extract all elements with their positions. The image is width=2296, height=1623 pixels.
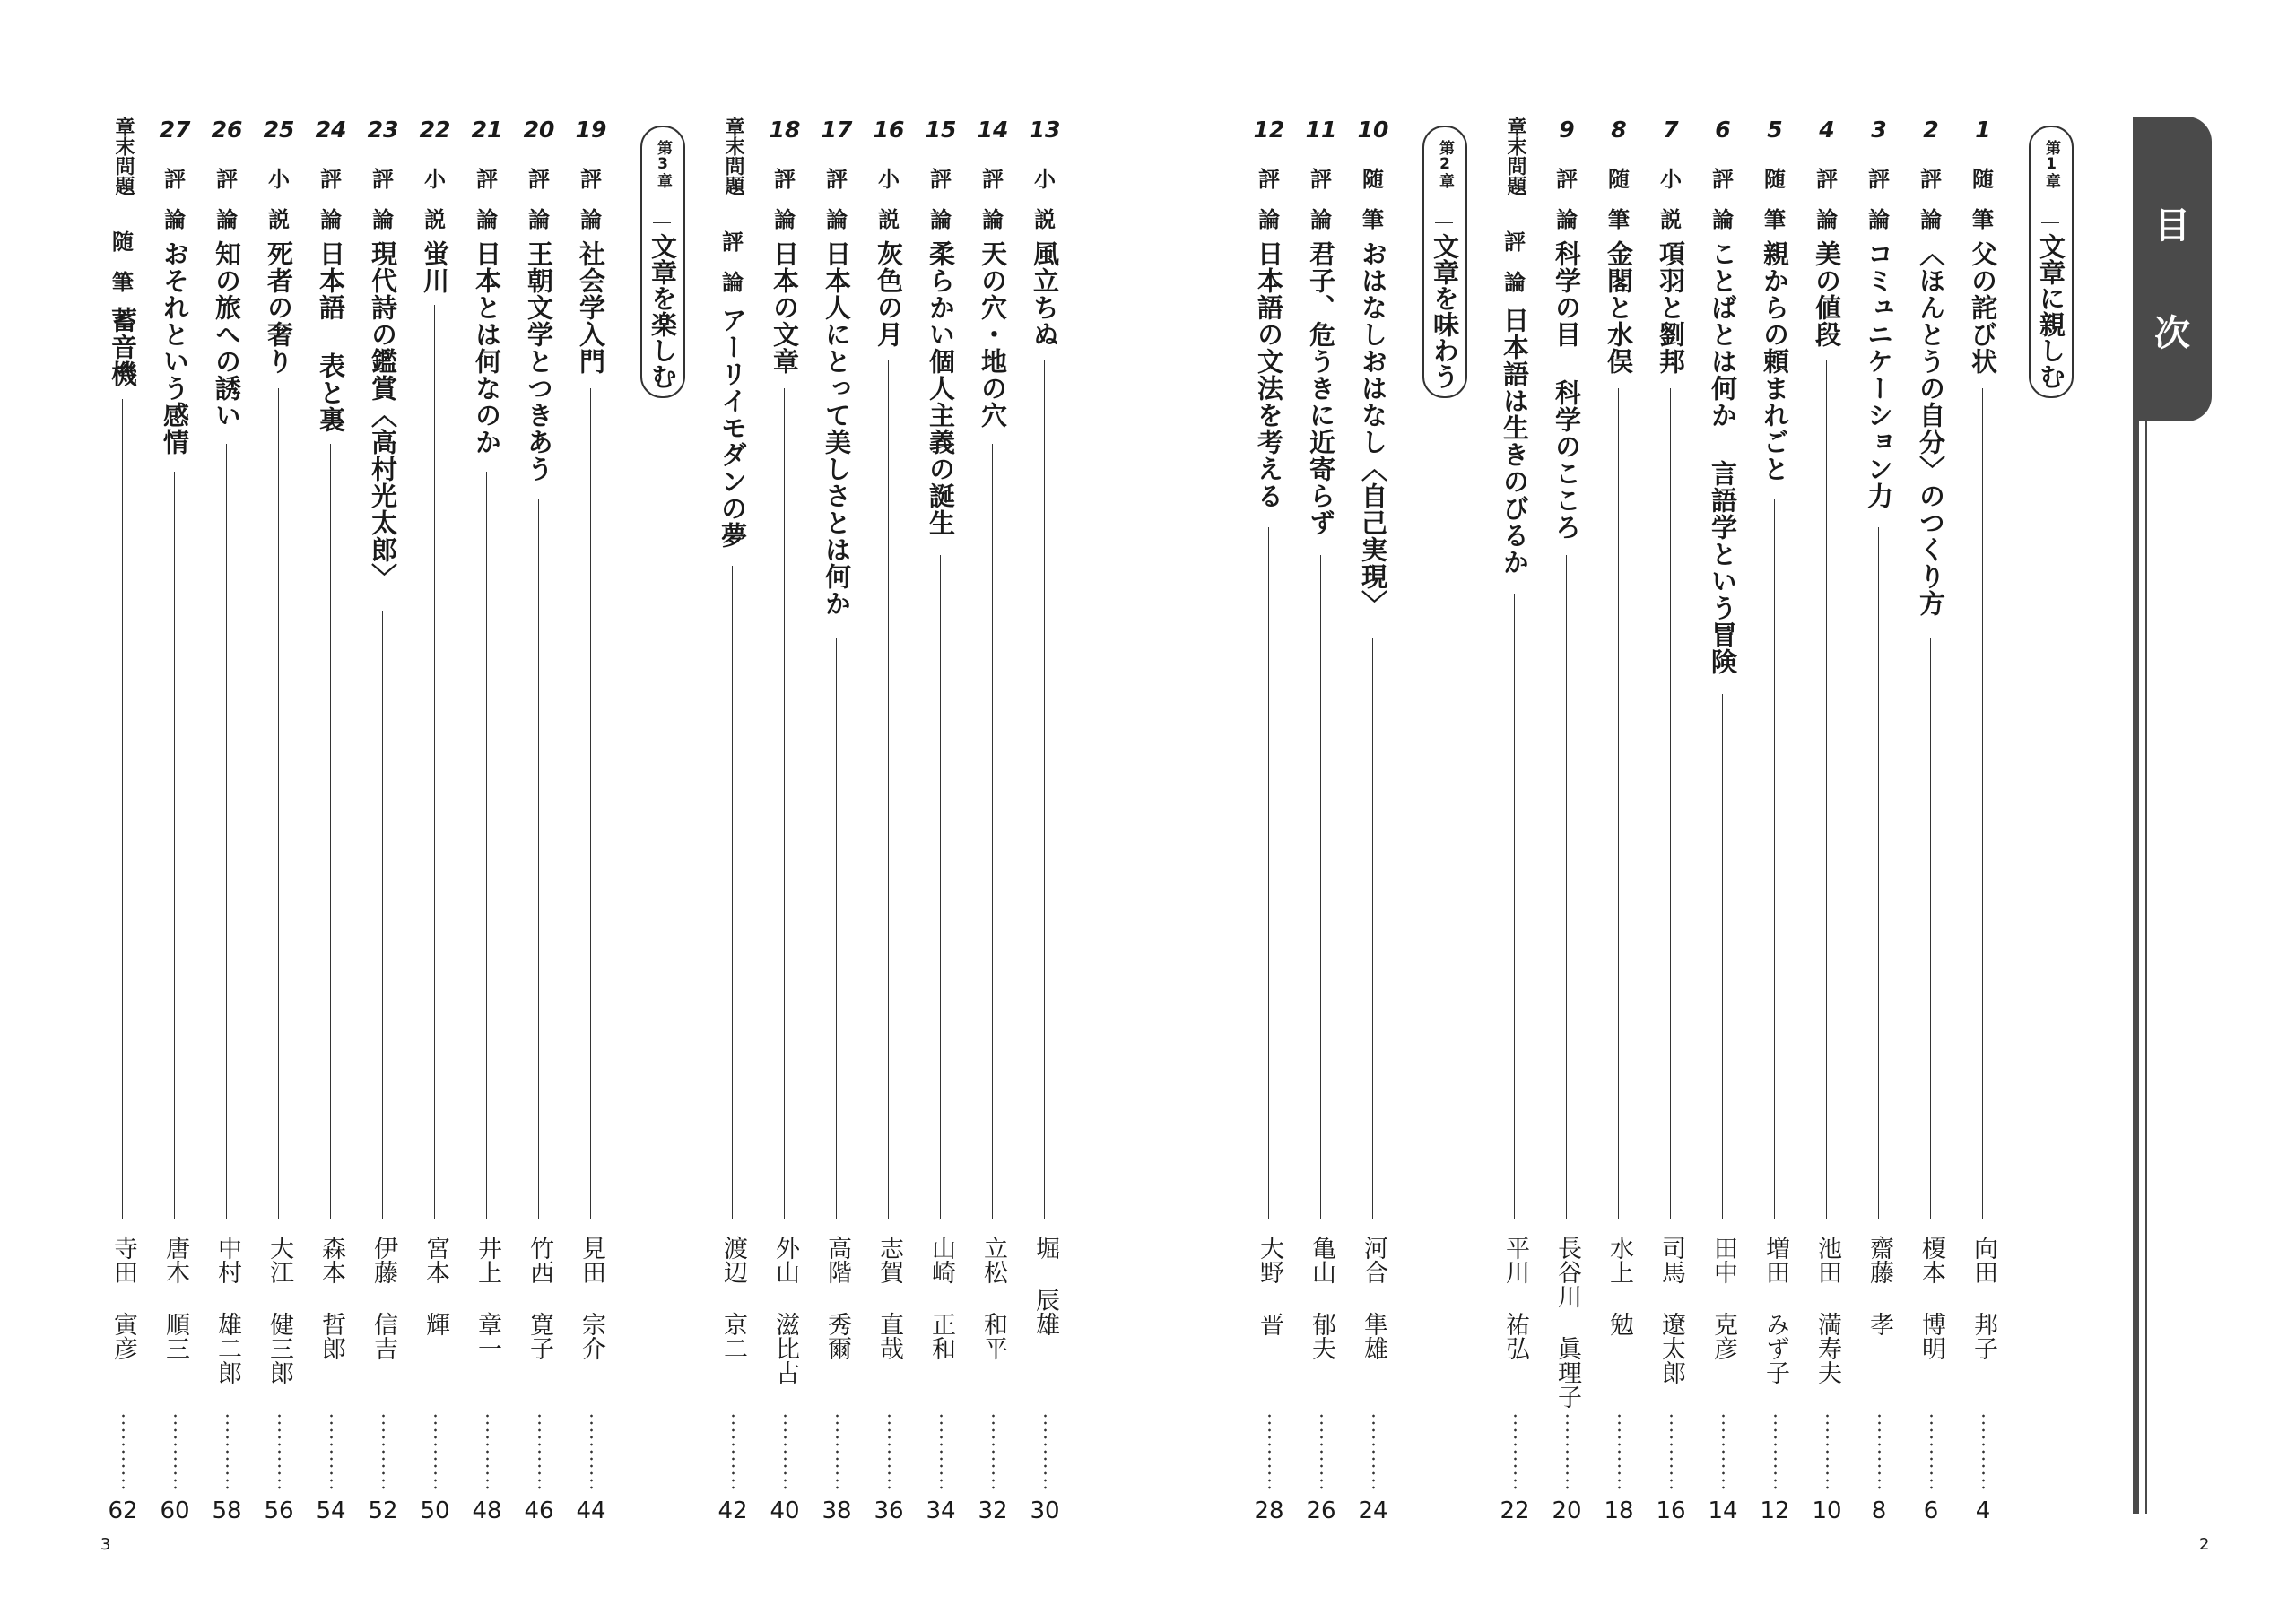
entry-page-number: 10 bbox=[1812, 1497, 1842, 1524]
entry-number: 9 bbox=[1559, 117, 1575, 143]
entry-author: 榎本 博明 bbox=[1918, 1236, 1945, 1360]
entry-number: 12 bbox=[1253, 117, 1285, 143]
entry-author: 池田 満寿夫 bbox=[1813, 1236, 1841, 1384]
entry-genre-char-1: 評 bbox=[528, 167, 550, 192]
entry-page-number: 46 bbox=[524, 1497, 554, 1524]
entry-author: 立松 和平 bbox=[979, 1236, 1007, 1360]
entry-dot-leader bbox=[1670, 1412, 1673, 1491]
entry-dot-leader bbox=[836, 1412, 839, 1491]
entry-page-number: 24 bbox=[1358, 1497, 1388, 1524]
entry-number: 10 bbox=[1357, 117, 1389, 143]
entry-dot-leader bbox=[1514, 1412, 1517, 1491]
entry-title: 柔らかい個人主義の誕生 bbox=[926, 240, 956, 536]
entry-author: 亀山 郁夫 bbox=[1308, 1236, 1335, 1360]
entry-dot-leader bbox=[1618, 1412, 1621, 1491]
toc-entry[interactable] bbox=[413, 117, 457, 1524]
toc-entry[interactable] bbox=[569, 117, 613, 1524]
entry-genre-char-2: 論 bbox=[1258, 207, 1280, 232]
entry-genre-char-2: 論 bbox=[164, 207, 186, 232]
entry-page-number: 38 bbox=[822, 1497, 852, 1524]
toc-entry[interactable] bbox=[1648, 117, 1693, 1524]
entry-leader-line bbox=[382, 611, 383, 1219]
chapter-divider bbox=[653, 222, 671, 223]
entry-title: おはなしおはなし〈自己実現〉 bbox=[1358, 240, 1388, 617]
entry-dot-leader bbox=[1566, 1412, 1569, 1491]
entry-number: 15 bbox=[925, 117, 957, 143]
entry-title: 風立ちぬ bbox=[1030, 240, 1060, 348]
entry-title: 死者の奢り bbox=[264, 240, 294, 375]
entry-genre-char-1: 評 bbox=[476, 167, 498, 192]
entry-genre-char-2: 論 bbox=[528, 207, 550, 232]
entry-title: 父の詫び状 bbox=[1968, 240, 1998, 375]
toc-entry[interactable] bbox=[100, 117, 145, 1524]
entry-leader-line bbox=[226, 444, 227, 1219]
entry-author: 大江 健三郎 bbox=[265, 1236, 293, 1384]
entry-number: 14 bbox=[977, 117, 1009, 143]
entry-title: 日本の文章 bbox=[770, 240, 800, 375]
entry-author: 河合 隼雄 bbox=[1360, 1236, 1387, 1360]
entry-dot-leader bbox=[1320, 1412, 1323, 1491]
entry-author: 中村 雄二郎 bbox=[213, 1236, 241, 1384]
entry-title: 君子、危うきに近寄らず bbox=[1306, 240, 1336, 536]
entry-page-number: 34 bbox=[926, 1497, 956, 1524]
entry-genre-char-2: 論 bbox=[1816, 207, 1838, 232]
entry-author: 向田 邦子 bbox=[1970, 1236, 1997, 1360]
entry-genre-char-2: 論 bbox=[826, 207, 848, 232]
toc-entry[interactable] bbox=[309, 117, 353, 1524]
entry-title: 日本語の文法を考える bbox=[1254, 240, 1284, 509]
entry-page-number: 26 bbox=[1306, 1497, 1336, 1524]
chapter-label: 第2章 bbox=[1436, 140, 1454, 188]
entry-genre-char-1: 評 bbox=[826, 167, 848, 192]
entry-leader-line bbox=[1268, 527, 1269, 1219]
entry-title: 知の旅への誘い bbox=[212, 240, 242, 429]
entry-dot-leader bbox=[278, 1412, 281, 1491]
entry-dot-leader bbox=[174, 1412, 177, 1491]
entry-genre-char-1: 評 bbox=[1258, 167, 1280, 192]
entry-page-number: 58 bbox=[212, 1497, 242, 1524]
toc-entry[interactable] bbox=[1351, 117, 1396, 1524]
entry-page-number: 36 bbox=[874, 1497, 904, 1524]
entry-number: 4 bbox=[1819, 117, 1835, 143]
entry-page-number: 32 bbox=[978, 1497, 1008, 1524]
toc-entry[interactable] bbox=[1752, 117, 1797, 1524]
entry-genre-char-1: 評 bbox=[216, 167, 238, 192]
entry-dot-leader bbox=[538, 1412, 541, 1491]
entry-dot-leader bbox=[992, 1412, 995, 1491]
entry-genre-char-1: 小 bbox=[424, 167, 446, 192]
toc-entry[interactable] bbox=[866, 117, 911, 1524]
entry-author: 長谷川 眞理子 bbox=[1553, 1236, 1581, 1409]
entry-number: 13 bbox=[1029, 117, 1061, 143]
entry-genre-char-2: 説 bbox=[424, 207, 446, 232]
entry-title: 日本とは何なのか bbox=[472, 240, 502, 456]
entry-leader-line bbox=[1514, 594, 1515, 1219]
entry-dot-leader bbox=[1982, 1412, 1985, 1491]
entry-page-number: 52 bbox=[368, 1497, 398, 1524]
entry-title: 日本人にとって美しさとは何か bbox=[822, 240, 852, 617]
entry-dot-leader bbox=[1878, 1412, 1881, 1491]
chapter-title: 文章を味わう bbox=[1430, 233, 1460, 389]
entry-title: 蓄音機 bbox=[108, 307, 138, 387]
entry-title: 金閣と水俣 bbox=[1604, 240, 1634, 375]
tab-char-1: 目 bbox=[2154, 205, 2190, 247]
entry-genre-char-2: 説 bbox=[268, 207, 290, 232]
entry-title: 親からの頼まれごと bbox=[1760, 240, 1790, 482]
entry-leader-line bbox=[1774, 499, 1775, 1219]
entry-number: 1 bbox=[1975, 117, 1991, 143]
entry-number: 19 bbox=[575, 117, 607, 143]
entry-leader-line bbox=[1982, 388, 1983, 1219]
entry-genre-char-2: 論 bbox=[774, 207, 796, 232]
entry-page-number: 18 bbox=[1604, 1497, 1634, 1524]
entry-title: 項羽と劉邦 bbox=[1656, 240, 1686, 375]
entry-title: 日本語 表と裏 bbox=[316, 240, 346, 433]
entry-page-number: 56 bbox=[264, 1497, 294, 1524]
entry-leader-line bbox=[732, 566, 733, 1219]
entry-number: 章末問題 bbox=[722, 117, 744, 195]
entry-leader-line bbox=[590, 388, 591, 1219]
entry-page-number: 42 bbox=[718, 1497, 748, 1524]
entry-genre-char-2: 論 bbox=[580, 207, 602, 232]
entry-page-number: 12 bbox=[1760, 1497, 1790, 1524]
entry-title: 〈ほんとうの自分〉のつくり方 bbox=[1916, 240, 1946, 617]
toc-entry[interactable] bbox=[465, 117, 509, 1524]
entry-dot-leader bbox=[590, 1412, 593, 1491]
entry-genre-char-2: 論 bbox=[1556, 207, 1578, 232]
entry-genre-char-1: 評 bbox=[580, 167, 602, 192]
chapter-title: 文章を楽しむ bbox=[648, 233, 678, 389]
toc-entry[interactable] bbox=[1022, 117, 1067, 1524]
entry-number: 21 bbox=[471, 117, 503, 143]
entry-genre-char-1: 評 bbox=[372, 167, 394, 192]
entry-genre-char-2: 論 bbox=[1504, 270, 1526, 295]
entry-genre-char-1: 評 bbox=[1712, 167, 1734, 192]
entry-genre-char-2: 説 bbox=[1034, 207, 1056, 232]
toc-entry[interactable] bbox=[1544, 117, 1589, 1524]
tab-rule-thin bbox=[2145, 421, 2147, 1514]
entry-genre-char-2: 筆 bbox=[1764, 207, 1786, 232]
entry-author: 志賀 直哉 bbox=[875, 1236, 903, 1360]
entry-genre-char-1: 評 bbox=[164, 167, 186, 192]
entry-genre-char-2: 筆 bbox=[1608, 207, 1630, 232]
entry-genre-char-1: 評 bbox=[774, 167, 796, 192]
entry-genre-char-2: 論 bbox=[216, 207, 238, 232]
entry-genre-char-1: 小 bbox=[268, 167, 290, 192]
entry-genre-char-1: 評 bbox=[320, 167, 342, 192]
entry-genre-char-2: 論 bbox=[1310, 207, 1332, 232]
entry-leader-line bbox=[1320, 555, 1321, 1219]
entry-dot-leader bbox=[784, 1412, 787, 1491]
entry-genre-char-2: 説 bbox=[878, 207, 900, 232]
entry-author: 宮本 輝 bbox=[422, 1236, 449, 1336]
entry-leader-line bbox=[538, 499, 539, 1219]
entry-leader-line bbox=[174, 472, 175, 1219]
entry-title: おそれという感情 bbox=[160, 240, 190, 456]
entry-genre-char-1: 随 bbox=[112, 230, 134, 255]
entry-author: 森本 哲郎 bbox=[317, 1236, 345, 1360]
entry-genre-char-1: 評 bbox=[1920, 167, 1942, 192]
toc-entry[interactable] bbox=[152, 117, 197, 1524]
entry-leader-line bbox=[1566, 555, 1567, 1219]
entry-title: 蛍川 bbox=[420, 240, 450, 294]
entry-title: 美の値段 bbox=[1812, 240, 1842, 348]
entry-page-number: 16 bbox=[1656, 1497, 1686, 1524]
entry-genre-char-2: 論 bbox=[372, 207, 394, 232]
entry-title: ことばとは何か 言語学という冒険 bbox=[1708, 240, 1738, 675]
entry-genre-char-2: 筆 bbox=[112, 270, 134, 295]
entry-author: 大野 晋 bbox=[1256, 1236, 1283, 1336]
entry-author: 増田 みず子 bbox=[1761, 1236, 1789, 1384]
toc-entry[interactable] bbox=[710, 117, 755, 1524]
toc-entry[interactable] bbox=[1805, 117, 1849, 1524]
entry-page-number: 4 bbox=[1975, 1497, 1991, 1524]
tab-rule bbox=[2133, 421, 2139, 1514]
toc-entry[interactable] bbox=[257, 117, 301, 1524]
entry-page-number: 48 bbox=[472, 1497, 502, 1524]
entry-dot-leader bbox=[888, 1412, 891, 1491]
entry-dot-leader bbox=[1930, 1412, 1933, 1491]
entry-author: 水上 勉 bbox=[1605, 1236, 1633, 1336]
entry-dot-leader bbox=[1774, 1412, 1777, 1491]
entry-number: 3 bbox=[1871, 117, 1887, 143]
entry-genre-char-1: 小 bbox=[1034, 167, 1056, 192]
entry-dot-leader bbox=[486, 1412, 489, 1491]
entry-leader-line bbox=[1044, 360, 1045, 1219]
entry-title: 灰色の月 bbox=[874, 240, 904, 348]
entry-leader-line bbox=[486, 472, 487, 1219]
entry-leader-line bbox=[1930, 638, 1931, 1219]
toc-entry[interactable] bbox=[1247, 117, 1292, 1524]
entry-genre-char-1: 評 bbox=[1556, 167, 1578, 192]
entry-genre-char-2: 論 bbox=[476, 207, 498, 232]
entry-number: 20 bbox=[523, 117, 555, 143]
page-number-left: 3 bbox=[100, 1535, 111, 1554]
entry-leader-line bbox=[1670, 388, 1671, 1219]
entry-page-number: 60 bbox=[160, 1497, 190, 1524]
entry-number: 18 bbox=[769, 117, 801, 143]
entry-author: 竹西 寛子 bbox=[526, 1236, 553, 1360]
entry-genre-char-1: 随 bbox=[1362, 167, 1384, 192]
entry-genre-char-1: 小 bbox=[1660, 167, 1682, 192]
chapter-heading bbox=[1422, 126, 1465, 395]
entry-page-number: 44 bbox=[576, 1497, 606, 1524]
entry-title: アーリイモダンの夢 bbox=[718, 307, 748, 549]
entry-genre-char-2: 論 bbox=[930, 207, 952, 232]
toc-entry[interactable] bbox=[1596, 117, 1641, 1524]
entry-dot-leader bbox=[1826, 1412, 1829, 1491]
entry-number: 章末問題 bbox=[1504, 117, 1526, 195]
entry-dot-leader bbox=[1372, 1412, 1375, 1491]
toc-entry[interactable] bbox=[814, 117, 859, 1524]
entry-leader-line bbox=[940, 555, 941, 1219]
entry-page-number: 22 bbox=[1500, 1497, 1530, 1524]
entry-genre-char-2: 論 bbox=[1920, 207, 1942, 232]
chapter-heading bbox=[640, 126, 683, 395]
entry-number: 11 bbox=[1305, 117, 1337, 143]
entry-number: 8 bbox=[1611, 117, 1627, 143]
entry-dot-leader bbox=[732, 1412, 735, 1491]
entry-page-number: 54 bbox=[316, 1497, 346, 1524]
chapter-heading bbox=[2029, 126, 2072, 395]
entry-genre-char-1: 評 bbox=[930, 167, 952, 192]
entry-author: 堀 辰雄 bbox=[1031, 1236, 1059, 1336]
entry-author: 平川 祐弘 bbox=[1501, 1236, 1529, 1360]
entry-genre-char-2: 論 bbox=[1712, 207, 1734, 232]
entry-number: 2 bbox=[1923, 117, 1939, 143]
entry-number: 6 bbox=[1715, 117, 1731, 143]
entry-dot-leader bbox=[434, 1412, 437, 1491]
entry-title: 現代詩の鑑賞〈高村光太郎〉 bbox=[368, 240, 398, 590]
entry-title: 社会学入門 bbox=[576, 240, 606, 375]
entry-number: 16 bbox=[873, 117, 905, 143]
entry-genre-char-1: 評 bbox=[722, 230, 744, 255]
entry-page-number: 40 bbox=[770, 1497, 800, 1524]
entry-leader-line bbox=[330, 444, 331, 1219]
entry-genre-char-1: 随 bbox=[1608, 167, 1630, 192]
entry-dot-leader bbox=[226, 1412, 229, 1491]
entry-author: 田中 克彦 bbox=[1709, 1236, 1737, 1360]
entry-author: 高階 秀爾 bbox=[823, 1236, 851, 1360]
entry-number: 26 bbox=[211, 117, 243, 143]
entry-dot-leader bbox=[1044, 1412, 1047, 1491]
toc-entry[interactable] bbox=[204, 117, 249, 1524]
entry-dot-leader bbox=[1722, 1412, 1725, 1491]
entry-leader-line bbox=[1722, 694, 1723, 1219]
entry-leader-line bbox=[1878, 527, 1879, 1219]
entry-page-number: 50 bbox=[420, 1497, 450, 1524]
entry-dot-leader bbox=[122, 1412, 125, 1491]
entry-genre-char-2: 論 bbox=[320, 207, 342, 232]
entry-leader-line bbox=[1826, 360, 1827, 1219]
entry-page-number: 30 bbox=[1030, 1497, 1060, 1524]
entry-page-number: 20 bbox=[1552, 1497, 1582, 1524]
entry-leader-line bbox=[434, 305, 435, 1219]
chapter-title: 文章に親しむ bbox=[2036, 233, 2066, 389]
entry-author: 見田 宗介 bbox=[578, 1236, 605, 1360]
entry-genre-char-1: 随 bbox=[1764, 167, 1786, 192]
entry-leader-line bbox=[122, 399, 123, 1219]
entry-title: 科学の目 科学のこころ bbox=[1552, 240, 1582, 541]
entry-number: 23 bbox=[367, 117, 399, 143]
entry-genre-char-1: 評 bbox=[1868, 167, 1890, 192]
entry-number: 27 bbox=[159, 117, 191, 143]
toc-entry[interactable] bbox=[1909, 117, 1953, 1524]
entry-number: 22 bbox=[419, 117, 451, 143]
entry-number: 17 bbox=[821, 117, 853, 143]
entry-page-number: 8 bbox=[1871, 1497, 1887, 1524]
page-number-right: 2 bbox=[2199, 1535, 2210, 1554]
entry-number: 5 bbox=[1767, 117, 1783, 143]
entry-genre-char-2: 説 bbox=[1660, 207, 1682, 232]
entry-dot-leader bbox=[330, 1412, 333, 1491]
toc-entry[interactable] bbox=[1857, 117, 1901, 1524]
entry-title: 天の穴・地の穴 bbox=[978, 240, 1008, 429]
toc-entry[interactable] bbox=[970, 117, 1015, 1524]
chapter-label: 第1章 bbox=[2042, 140, 2060, 188]
toc-tab bbox=[2133, 117, 2212, 421]
entry-genre-char-1: 評 bbox=[982, 167, 1004, 192]
entry-page-number: 62 bbox=[108, 1497, 138, 1524]
entry-dot-leader bbox=[1268, 1412, 1271, 1491]
entry-number: 章末問題 bbox=[112, 117, 135, 195]
entry-genre-char-1: 評 bbox=[1816, 167, 1838, 192]
entry-author: 司馬 遼太郎 bbox=[1657, 1236, 1685, 1384]
entry-genre-char-1: 評 bbox=[1504, 230, 1526, 255]
entry-number: 25 bbox=[263, 117, 295, 143]
entry-leader-line bbox=[836, 638, 837, 1219]
toc-entry[interactable] bbox=[918, 117, 963, 1524]
entry-dot-leader bbox=[940, 1412, 943, 1491]
toc-entry[interactable] bbox=[1492, 117, 1537, 1524]
entry-title: コミュニケーション力 bbox=[1864, 240, 1894, 509]
entry-author: 井上 章一 bbox=[474, 1236, 501, 1360]
entry-author: 齋藤 孝 bbox=[1866, 1236, 1893, 1336]
entry-dot-leader bbox=[382, 1412, 385, 1491]
entry-genre-char-2: 論 bbox=[1868, 207, 1890, 232]
toc-entry[interactable] bbox=[361, 117, 405, 1524]
entry-author: 唐木 順三 bbox=[161, 1236, 189, 1360]
entry-title: 王朝文学とつきあう bbox=[524, 240, 554, 482]
entry-leader-line bbox=[784, 388, 785, 1219]
entry-leader-line bbox=[888, 360, 889, 1219]
entry-leader-line bbox=[992, 444, 993, 1219]
entry-page-number: 6 bbox=[1923, 1497, 1939, 1524]
chapter-divider bbox=[2041, 222, 2059, 223]
entry-leader-line bbox=[1372, 638, 1373, 1219]
toc-entry[interactable] bbox=[1700, 117, 1745, 1524]
entry-author: 山崎 正和 bbox=[927, 1236, 955, 1360]
entry-genre-char-2: 論 bbox=[982, 207, 1004, 232]
toc-entry[interactable] bbox=[517, 117, 561, 1524]
entry-author: 外山 滋比古 bbox=[771, 1236, 799, 1384]
toc-entry[interactable] bbox=[762, 117, 807, 1524]
entry-page-number: 14 bbox=[1708, 1497, 1738, 1524]
entry-author: 寺田 寅彦 bbox=[109, 1236, 137, 1360]
entry-author: 伊藤 信吉 bbox=[370, 1236, 397, 1360]
entry-genre-char-1: 小 bbox=[878, 167, 900, 192]
entry-genre-char-1: 随 bbox=[1972, 167, 1994, 192]
entry-genre-char-2: 筆 bbox=[1362, 207, 1384, 232]
entry-author: 渡辺 京二 bbox=[719, 1236, 747, 1360]
toc-entry[interactable] bbox=[1299, 117, 1344, 1524]
entry-genre-char-1: 評 bbox=[1310, 167, 1332, 192]
entry-leader-line bbox=[278, 388, 279, 1219]
entry-number: 7 bbox=[1663, 117, 1679, 143]
entry-genre-char-2: 論 bbox=[722, 270, 744, 295]
entry-page-number: 28 bbox=[1254, 1497, 1284, 1524]
entry-number: 24 bbox=[315, 117, 347, 143]
tab-char-2: 次 bbox=[2154, 313, 2190, 354]
chapter-divider bbox=[1435, 222, 1453, 223]
entry-genre-char-2: 筆 bbox=[1972, 207, 1994, 232]
entry-leader-line bbox=[1618, 388, 1619, 1219]
toc-entry[interactable] bbox=[1961, 117, 2005, 1524]
chapter-label: 第3章 bbox=[654, 140, 672, 188]
entry-title: 日本語は生きのびるか bbox=[1500, 307, 1530, 576]
